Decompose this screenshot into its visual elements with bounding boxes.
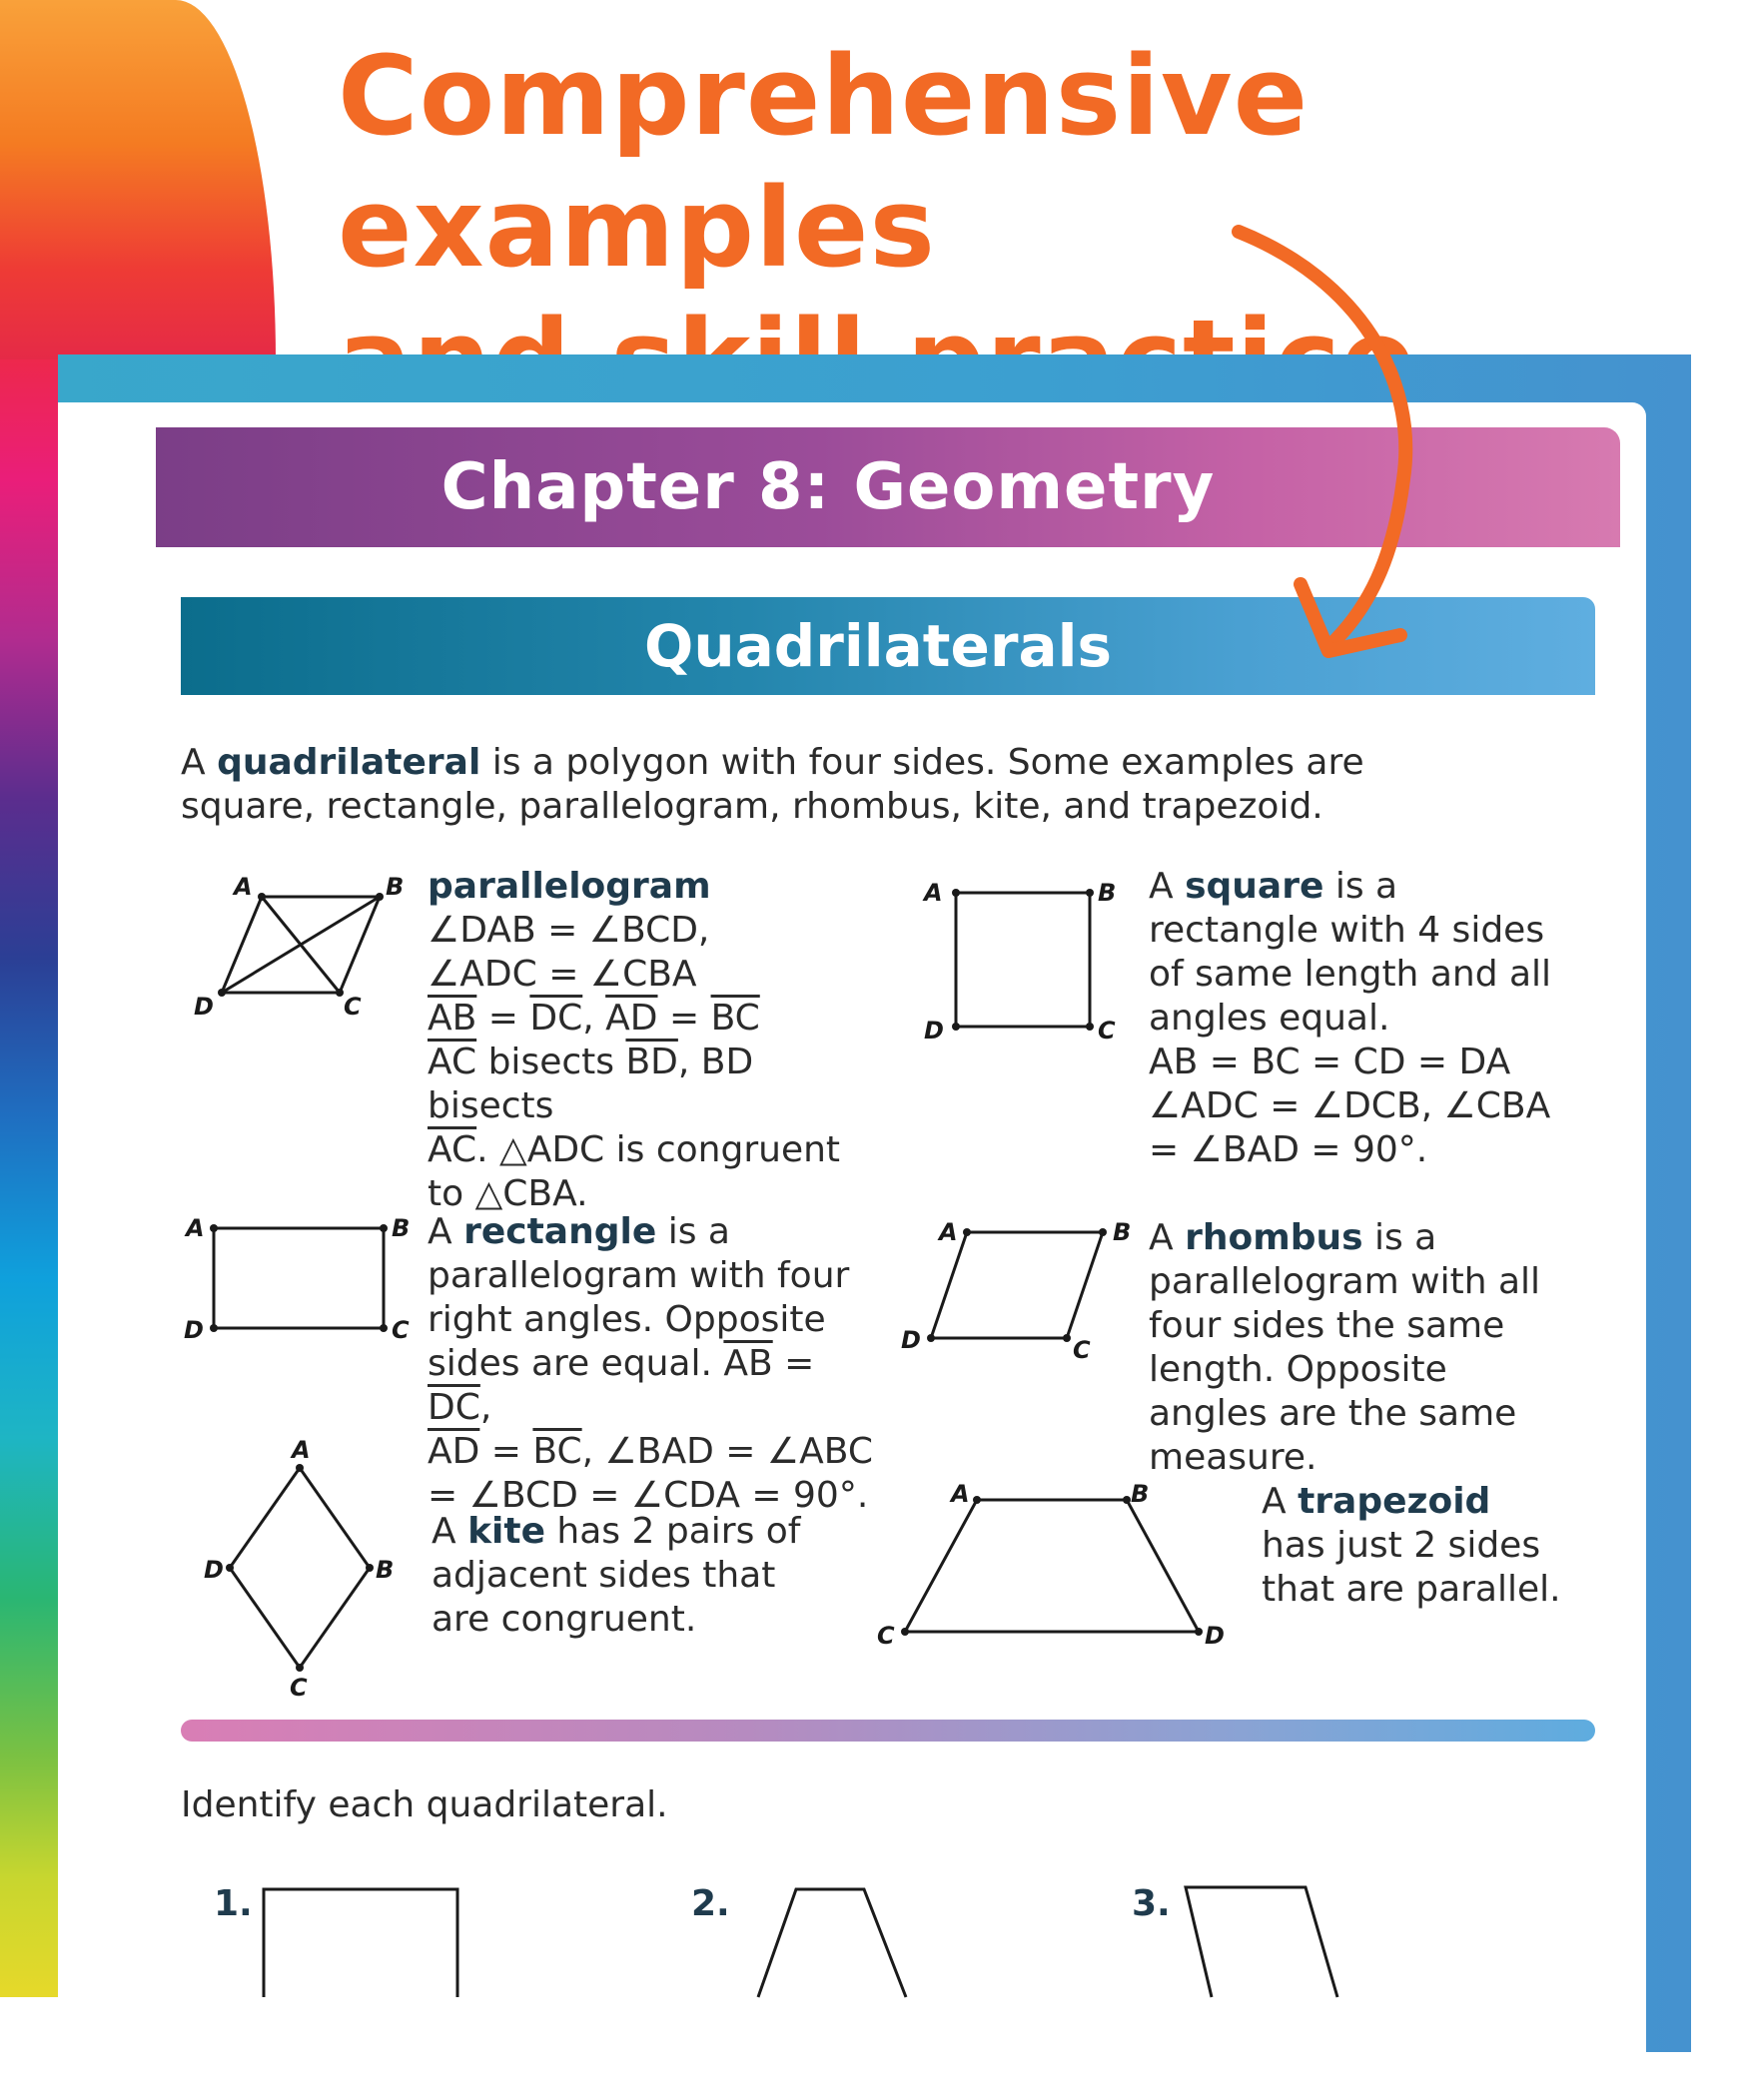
vertex-a <box>258 893 266 901</box>
square-shape <box>956 893 1090 1027</box>
term-parallelogram: parallelogram <box>428 866 711 907</box>
rectangle-shape <box>214 1228 384 1328</box>
label-a: A <box>292 1436 311 1464</box>
term-rectangle: rectangle <box>463 1211 657 1252</box>
label-a: A <box>186 1214 205 1242</box>
square-description: A square is a rectangle with 4 sides of same length and all angles equal. AB = BC = CD = DA ∠ADC = ∠DCB, ∠CBA = ∠BAD = 90°. <box>1149 866 1552 1170</box>
chapter-banner <box>156 427 1620 547</box>
label-c: C <box>877 1622 895 1650</box>
rectangle-description: A rectangle is a parallelogram with four right angles. Opposite sides are equal. $\overline{AB} = \overline{DC}$, $\overline{AD} = \overline{BC}$, ∠BAD = ∠ABC = ∠BCD = ∠CDA = 90°. <box>428 1211 873 1516</box>
vertex-a <box>973 1496 981 1504</box>
chapter-title: Chapter 8: Geometry <box>440 450 1216 524</box>
practice-number-1: 1. <box>214 1883 253 1924</box>
kite-shape <box>230 1468 370 1668</box>
practice-number-3: 3. <box>1132 1883 1171 1924</box>
term-quadrilateral: quadrilateral <box>217 742 481 783</box>
practice-prompt: Identify each quadrilateral. <box>181 1784 668 1825</box>
term-square: square <box>1185 866 1324 907</box>
label-b: B <box>1131 1480 1150 1508</box>
vertex-d <box>218 989 226 997</box>
term-trapezoid: trapezoid <box>1298 1481 1491 1522</box>
vertex-c <box>901 1628 909 1636</box>
parallelogram-figure <box>190 869 430 1039</box>
rhombus-figure <box>899 1216 1149 1376</box>
vertex-b <box>1123 1496 1131 1504</box>
square-figure <box>924 869 1144 1045</box>
label-b: B <box>386 873 405 901</box>
vertex-b <box>1086 889 1094 897</box>
vertex-d <box>1195 1628 1203 1636</box>
vertex-b <box>1099 1228 1107 1236</box>
term-kite: kite <box>467 1511 545 1552</box>
vertex-a <box>963 1228 971 1236</box>
practice-figure-1 <box>262 1885 461 1997</box>
label-a: A <box>939 1218 958 1246</box>
section-divider <box>181 1720 1595 1742</box>
vertex-b <box>380 1224 388 1232</box>
label-b: B <box>1098 879 1117 907</box>
vertex-c <box>1063 1334 1071 1342</box>
intro-paragraph: A quadrilateral is a polygon with four sides. Some examples are square, rectangle, parallelogram, rhombus, kite, and trapezoid. <box>181 742 1364 827</box>
kite-figure <box>200 1436 410 1702</box>
headline-line-1: Comprehensive examples <box>338 32 1310 292</box>
rhombus-description: A rhombus is a parallelogram with all four sides the same length. Opposite angles are the same measure. <box>1149 1217 1541 1478</box>
vertex-d <box>210 1324 218 1332</box>
label-c: C <box>392 1316 410 1344</box>
section-title: Quadrilaterals <box>644 612 1112 680</box>
parallelogram-description: parallelogram ∠DAB = ∠BCD, ∠ADC = ∠CBA $\overline{AB} = \overline{DC}$, $\overline{AD} = \overline{BC}$ $\overline{AC}$ bisects $\overline{BD}$, BD bisects $\overline{AC}$. △ADC is congruent to △CBA. <box>428 866 841 1214</box>
label-d: D <box>204 1556 224 1584</box>
label-c: C <box>1073 1336 1091 1364</box>
label-b: B <box>1113 1218 1132 1246</box>
label-a: A <box>234 873 253 901</box>
section-banner <box>181 597 1595 695</box>
practice-figure-3 <box>1182 1883 1341 1997</box>
label-b: B <box>376 1556 395 1584</box>
vertex-c <box>380 1324 388 1332</box>
vertex-d <box>952 1023 960 1031</box>
kite-description: A kite has 2 pairs of adjacent sides that are congruent. <box>432 1511 801 1640</box>
practice-number-2: 2. <box>691 1883 730 1924</box>
label-a: A <box>924 879 943 907</box>
vertex-c <box>336 989 344 997</box>
trapezoid-figure <box>869 1478 1239 1658</box>
label-d: D <box>184 1316 204 1344</box>
trapezoid-shape <box>905 1500 1199 1632</box>
practice-figure-2 <box>754 1885 914 1997</box>
vertex-a <box>210 1224 218 1232</box>
practice-shape-2 <box>758 1889 906 1997</box>
vertex-a <box>296 1464 304 1472</box>
label-d: D <box>194 993 214 1021</box>
label-c: C <box>290 1674 308 1702</box>
vertex-d <box>226 1564 234 1572</box>
label-d: D <box>924 1017 944 1045</box>
label-d: D <box>1205 1622 1225 1650</box>
trapezoid-description: A trapezoid has just 2 sides that are parallel. <box>1262 1481 1561 1610</box>
vertex-c <box>1086 1023 1094 1031</box>
label-c: C <box>344 993 362 1021</box>
diagonal-bd <box>222 897 380 993</box>
label-c: C <box>1098 1017 1116 1045</box>
label-d: D <box>901 1326 921 1354</box>
practice-shape-3 <box>1186 1887 1337 1997</box>
vertex-a <box>952 889 960 897</box>
practice-shape-1 <box>264 1889 457 1997</box>
label-b: B <box>392 1214 411 1242</box>
rhombus-shape <box>931 1232 1103 1338</box>
vertex-d <box>927 1334 935 1342</box>
vertex-b <box>366 1564 374 1572</box>
term-rhombus: rhombus <box>1185 1217 1363 1258</box>
orange-splash-decoration <box>0 0 276 359</box>
vertex-b <box>376 893 384 901</box>
rectangle-figure <box>180 1208 420 1344</box>
vertex-c <box>296 1664 304 1672</box>
label-a: A <box>951 1480 970 1508</box>
